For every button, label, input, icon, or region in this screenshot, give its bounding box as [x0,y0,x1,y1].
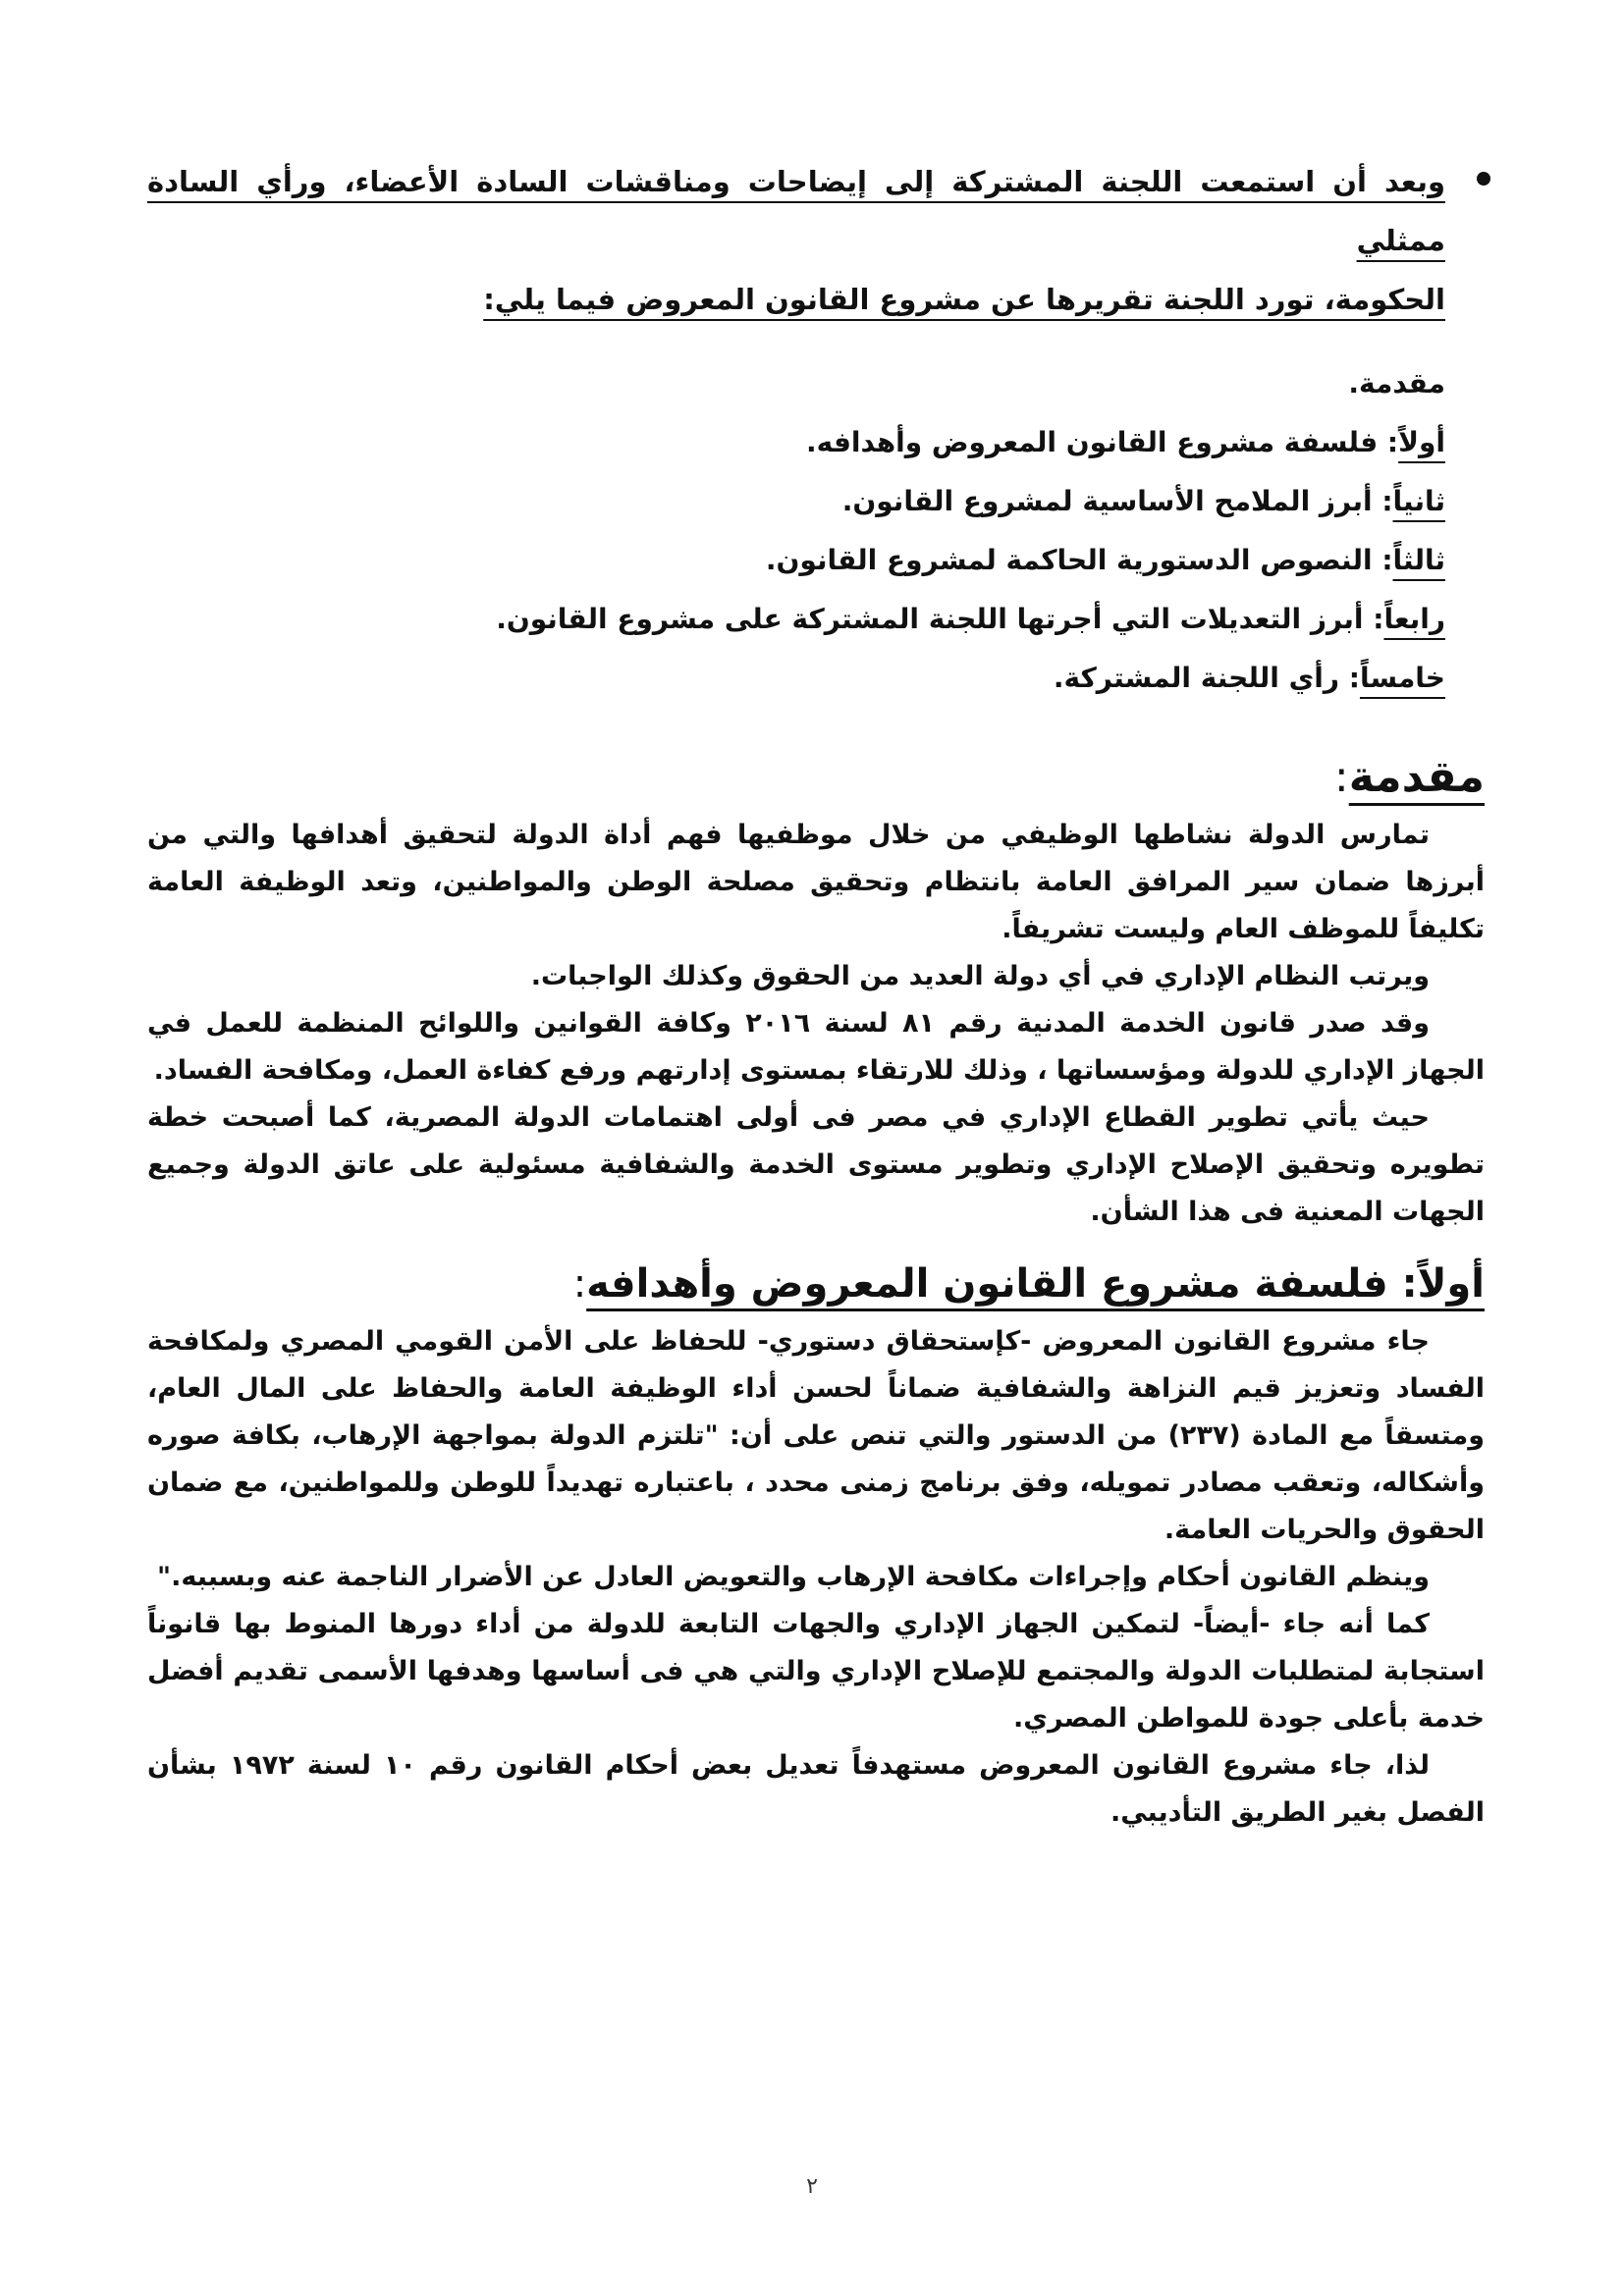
toc-item-2: ثانياً: أبرز الملامح الأساسية لمشروع القانون. [841,485,1445,517]
intro-line-1: وبعد أن استمعت اللجنة المشتركة إلى إيضاحات ومناقشات السادة الأعضاء، ورأي السادة ممثلي [147,165,1445,257]
paragraph: وينظم القانون أحكام وإجراءات مكافحة الإرهاب والتعويض العادل عن الأضرار الناجمة عنه وبسببه." [157,1562,1430,1592]
toc-intro: مقدمة. [1348,367,1445,400]
paragraph: تمارس الدولة نشاطها الوظيفي من خلال موظفيها فهم أداة الدولة لتحقيق أهدافها والتي من أبرزها ضمان سير المرافق العامة بانتظام وتحقيق مصلحة الوطن والمواطنين، وتعد الوظيفة العامة تكليفاً للموظف العام وليست تشريفاً. [147,820,1485,944]
intro-bullet [147,152,1485,329]
toc-item-1: أولاً: فلسفة مشروع القانون المعروض وأهدافه. [805,426,1445,458]
bullet-icon [1477,172,1490,186]
paragraph: ويرتب النظام الإداري في أي دولة العديد من الحقوق وكذلك الواجبات. [530,961,1430,991]
page-number: ٢ [806,2174,818,2199]
toc-item-5: خامساً: رأي اللجنة المشتركة. [1053,662,1445,694]
toc-item-4: رابعاً: أبرز التعديلات التي أجرتها اللجنة المشتركة على مشروع القانون. [496,603,1445,635]
intro-line-2: الحكومة، تورد اللجنة تقريرها عن مشروع القانون المعروض فيما يلي: [483,283,1445,316]
paragraph: وقد صدر قانون الخدمة المدنية رقم ٨١ لسنة ٢٠١٦ وكافة القوانين واللوائح المنظمة للعمل في الجهاز الإداري للدولة ومؤسساتها ، وذلك للارتقاء بمستوى إدارتهم ورفع كفاءة العمل، ومكافحة الفساد. [147,1008,1485,1086]
section-heading-philosophy: أولاً: فلسفة مشروع القانون المعروض وأهدافه: [572,1261,1485,1307]
paragraph: لذا، جاء مشروع القانون المعروض مستهدفاً تعديل بعض أحكام القانون رقم ١٠ لسنة ١٩٧٢ بشأن الفصل بغير الطريق التأديبي. [147,1750,1485,1828]
paragraph: كما أنه جاء -أيضاً- لتمكين الجهاز الإداري والجهات التابعة للدولة من أداء دورها المنوط بها قانوناً استجابة لمتطلبات الدولة والمجتمع للإصلاح الإداري والتي هي فى أساسها وهدفها الأسمى تقديم أفضل خدمة بأعلى جودة للمواطن المصري. [147,1609,1485,1734]
section-heading-introduction: مقدمة: [1333,752,1485,802]
table-of-contents [147,354,1445,708]
paragraph: حيث يأتي تطوير القطاع الإداري في مصر فى أولى اهتمامات الدولة المصرية، كما أصبحت خطة تطويره وتحقيق الإصلاح الإداري وتطوير مستوى الخدمة والشفافية مسئولية على عاتق الدولة وجميع الجهات المعنية فى هذا الشأن. [147,1102,1485,1227]
document-page [147,152,1485,1837]
toc-item-3: ثالثاً: النصوص الدستورية الحاكمة لمشروع القانون. [765,544,1445,576]
paragraph: جاء مشروع القانون المعروض -كإستحقاق دستوري- للحفاظ على الأمن القومي المصري ولمكافحة الفساد وتعزيز قيم النزاهة والشفافية ضماناً لحسن أداء الوظيفة العامة والحفاظ على المال العام، ومتسقاً مع المادة (٢٣٧) من الدستور والتي تنص على أن: "تلتزم الدولة بمواجهة الإرهاب، بكافة صوره وأشكاله، وتعقب مصادر تمويله، وفق برنامج زمنى محدد ، باعتباره تهديداً للوطن وللمواطنين، مع ضمان الحقوق والحريات العامة. [147,1326,1485,1545]
